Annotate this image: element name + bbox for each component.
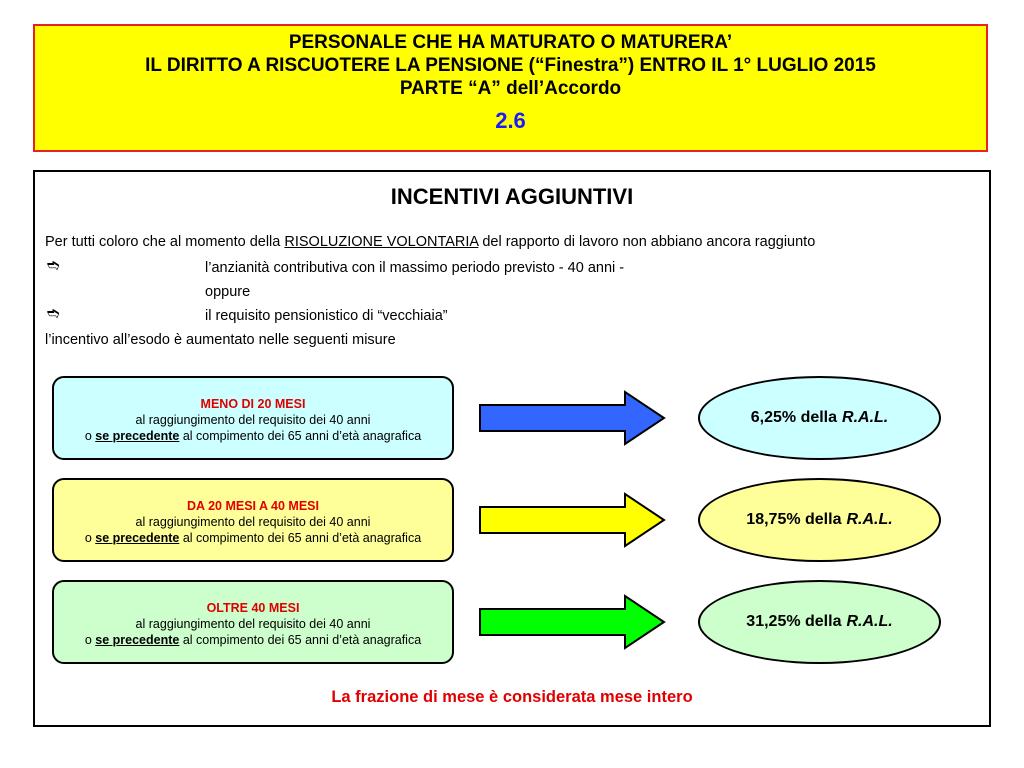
- result-ellipse-row3: [698, 580, 941, 664]
- intro-pre: Per tutti coloro che al momento della: [45, 234, 285, 250]
- header-banner: [33, 24, 988, 152]
- right-arrow-icon: [478, 594, 666, 650]
- content-panel: [33, 170, 991, 727]
- intro-post: del rapporto di lavoro non abbiano ancora raggiunto: [478, 234, 816, 250]
- result-percent: 31,25% della: [746, 613, 842, 630]
- header-line-2: IL DIRITTO A RISCUOTERE LA PENSIONE (“Finestra”) ENTRO IL 1° LUGLIO 2015: [145, 55, 876, 76]
- condition-line-2: o se precedente al compimento dei 65 anni d’età anagrafica: [84, 633, 422, 647]
- ral-label: R.A.L.: [846, 511, 893, 528]
- condition-heading: OLTRE 40 MESI: [206, 601, 300, 615]
- bullet-1-text: l’anzianità contributiva con il massimo periodo previsto - 40 anni -: [205, 260, 625, 276]
- condition-line: al raggiungimento del requisito dei 40 anni: [135, 413, 371, 427]
- ral-label: R.A.L.: [842, 409, 889, 426]
- result-ellipse-row2: [698, 478, 941, 562]
- footer-note: La frazione di mese è considerata mese intero: [331, 688, 693, 706]
- oppure-text: oppure: [205, 284, 251, 300]
- intro-underlined: RISOLUZIONE VOLONTARIA: [284, 234, 479, 250]
- condition-heading: DA 20 MESI A 40 MESI: [187, 499, 319, 513]
- bullet-2-text: il requisito pensionistico di “vecchiaia”: [205, 308, 448, 324]
- header-line-3: PARTE “A” dell’Accordo: [399, 78, 622, 99]
- condition-line: al raggiungimento del requisito dei 40 anni: [135, 515, 371, 529]
- condition-line-2: o se precedente al compimento dei 65 anni d’età anagrafica: [84, 429, 422, 443]
- condition-box-row1: [52, 376, 454, 460]
- condition-box-row2: [52, 478, 454, 562]
- bullet-arrow-icon: ➬: [47, 257, 60, 274]
- condition-line-2: o se precedente al compimento dei 65 anni d’età anagrafica: [84, 531, 422, 545]
- right-arrow-icon: [478, 492, 666, 548]
- result-ellipse-row1: [698, 376, 941, 460]
- result-percent: 6,25% della: [750, 409, 838, 426]
- header-line-1: PERSONALE CHE HA MATURATO O MATURERA’: [288, 32, 733, 53]
- right-arrow-icon: [478, 390, 666, 446]
- condition-line: al raggiungimento del requisito dei 40 anni: [135, 617, 371, 631]
- panel-title: INCENTIVI AGGIUNTIVI: [390, 184, 634, 209]
- ral-label: R.A.L.: [846, 613, 893, 630]
- section-number: 2.6: [495, 108, 526, 133]
- bullet-arrow-icon: ➬: [47, 305, 60, 322]
- conclusion-text: l’incentivo all’esodo è aumentato nelle seguenti misure: [45, 332, 396, 348]
- condition-heading: MENO DI 20 MESI: [200, 397, 306, 411]
- condition-box-row3: [52, 580, 454, 664]
- result-percent: 18,75% della: [746, 511, 842, 528]
- intro-text: [45, 234, 815, 250]
